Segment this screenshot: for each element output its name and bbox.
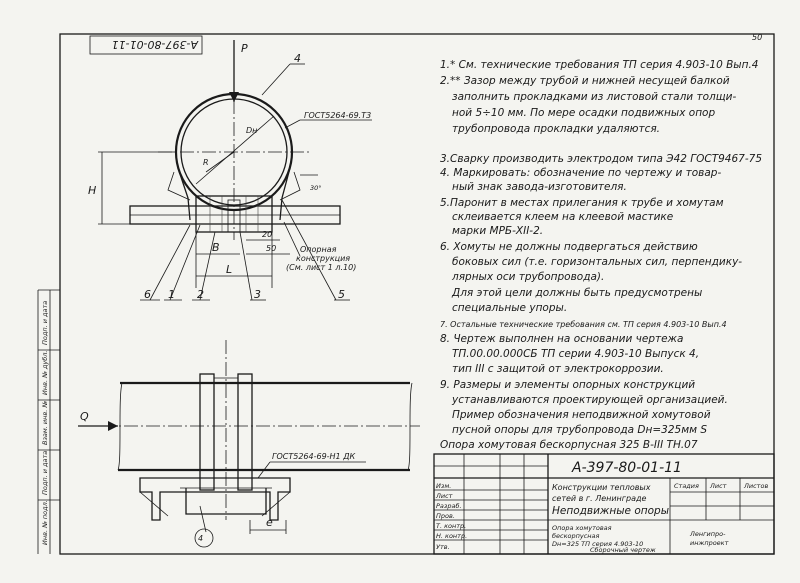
dim-h-label: H bbox=[88, 184, 97, 197]
gost-top-label: ГОСТ5264-69.Т3 bbox=[304, 111, 372, 120]
dim-b-label: B bbox=[212, 241, 220, 254]
radius-label: R bbox=[203, 158, 209, 167]
force-q-label: Q bbox=[80, 410, 89, 423]
drawing-designation: А-397-80-01-11 bbox=[572, 460, 682, 476]
support-leader bbox=[284, 222, 300, 256]
tb-title: сетей в г. Ленинграде bbox=[552, 494, 647, 503]
support-label-3: (См. лист 1 л.10) bbox=[286, 263, 357, 272]
tb-row-label: Утв. bbox=[436, 543, 450, 551]
dim-20-label: 20 bbox=[262, 230, 273, 239]
note-line: трубопровода прокладки удаляются. bbox=[452, 123, 661, 135]
part-4-label: 4 bbox=[294, 52, 301, 65]
note-line: 3.Сварку производить электродом типа Э42 ГОСТ9467-75 bbox=[440, 153, 762, 165]
tb-org: инжпроект bbox=[690, 539, 729, 547]
part-3-label: 3 bbox=[254, 288, 261, 301]
gost-leader bbox=[285, 120, 300, 128]
pipe-break-right bbox=[408, 383, 412, 470]
margin-label: Инв. № подл. bbox=[41, 500, 49, 545]
margin-label: Подп. и дата bbox=[41, 300, 49, 345]
page-number: 50 bbox=[752, 33, 763, 42]
note-line: ный знак завода-изготовителя. bbox=[452, 181, 627, 193]
tb-title: Неподвижные опоры bbox=[552, 505, 669, 517]
note-line: устанавливаются проектирующей организацией. bbox=[452, 394, 728, 406]
leader-4 bbox=[262, 64, 290, 95]
tb-sheet-title: Сборочный чертеж bbox=[590, 546, 656, 554]
tb-col-sheets: Листов bbox=[744, 482, 769, 490]
beam-gussets bbox=[140, 492, 290, 516]
note-line: 8. Чертеж выполнен на основании чертежа bbox=[440, 333, 684, 345]
margin-label: Подп. и дата bbox=[41, 450, 49, 495]
tb-row-label: Н. контр. bbox=[436, 532, 468, 540]
diameter-label: Dн bbox=[246, 126, 258, 135]
note-line: 7. Остальные технические требования см. ТП серия 4.903-10 Вып.4 bbox=[440, 320, 727, 329]
note-line: специальные упоры. bbox=[452, 302, 568, 314]
force-p-label: P bbox=[241, 42, 248, 55]
dim-e-label: e bbox=[266, 516, 273, 529]
tb-sheet-title: Dн=325 ТП серия 4.903-10 bbox=[552, 540, 644, 548]
margin-label: Взам. инв. № bbox=[41, 400, 49, 445]
note-line: заполнить прокладками из листовой стали толщи- bbox=[452, 91, 737, 103]
clamp-left bbox=[200, 374, 214, 490]
note-line: лярных оси трубопровода). bbox=[452, 271, 605, 283]
tb-row-label: Изм. bbox=[436, 482, 452, 490]
clamp-right bbox=[238, 374, 252, 490]
angle-label: 30° bbox=[310, 184, 322, 192]
margin-label: Инв. № дубл. bbox=[41, 350, 49, 395]
part-6-label: 6 bbox=[144, 288, 151, 301]
tb-org: Ленгипро- bbox=[690, 530, 726, 538]
force-q-arrowhead bbox=[108, 421, 118, 431]
tb-sheet-title: бескорпусная bbox=[552, 532, 600, 540]
tb-row-label: Лист bbox=[436, 492, 453, 500]
tb-sheet-title: Опора хомутовая bbox=[552, 524, 612, 532]
note-line: 2.** Зазор между трубой и нижней несущей балкой bbox=[440, 75, 730, 87]
part-1-label: 1 bbox=[168, 288, 175, 301]
dim-l-label: L bbox=[226, 263, 233, 276]
note-line: Пример обозначения неподвижной хомутовой bbox=[452, 409, 711, 421]
tb-row-label: Т. контр. bbox=[436, 522, 467, 530]
title-block bbox=[434, 454, 774, 554]
note-line: 5.Паронит в местах прилегания к трубе и хомутам bbox=[440, 197, 724, 209]
technical-notes bbox=[440, 59, 762, 451]
gost-bottom-label: ГОСТ5264-69-Н1 ДК bbox=[272, 452, 356, 461]
note-line: боковых сил (т.е. горизонтальных сил, перпендику- bbox=[452, 256, 743, 268]
support-label-2: конструкция bbox=[296, 254, 351, 263]
part-5-label: 5 bbox=[338, 288, 345, 301]
tb-col-sheet: Лист bbox=[710, 482, 727, 490]
weld-size-label: 4 bbox=[198, 534, 204, 543]
note-line: марки МРБ-XII-2. bbox=[452, 225, 544, 237]
note-line: тип III с защитой от электрокоррозии. bbox=[452, 363, 664, 375]
dim-50-label: 50 bbox=[266, 244, 277, 253]
note-line: 9. Размеры и элементы опорных конструкций bbox=[440, 379, 696, 391]
note-line: Опора хомутовая бескорпусная 325 В-III ТН.07 bbox=[440, 439, 698, 451]
tb-col-stage: Стадия bbox=[674, 482, 699, 490]
note-line: ной 5÷10 мм. По мере осадки подвижных опор bbox=[452, 107, 716, 119]
pipe-break-left bbox=[118, 383, 122, 470]
note-line: 1.* См. технические требования ТП серия 4.903-10 Вып.4 bbox=[440, 59, 759, 71]
support-label-1: Опорная bbox=[300, 245, 337, 254]
diameter-line bbox=[196, 116, 274, 184]
note-line: ТП.00.00.000СБ ТП серии 4.903-10 Выпуск 4, bbox=[452, 348, 700, 360]
note-line: 4. Маркировать: обозначение по чертежу и товар- bbox=[440, 167, 722, 179]
note-line: Для этой цели должны быть предусмотрены bbox=[452, 287, 703, 299]
top-stamp: A-397-80-01-11 bbox=[111, 38, 198, 51]
radius-line bbox=[206, 152, 234, 172]
weld-leader bbox=[200, 506, 206, 532]
note-line: 6. Хомуты не должны подвергаться действию bbox=[440, 241, 698, 253]
part-2-label: 2 bbox=[197, 288, 204, 301]
clamp-leg-left bbox=[178, 168, 190, 220]
tb-title: Конструкции тепловых bbox=[552, 483, 651, 492]
tb-row-label: Разраб. bbox=[436, 502, 462, 510]
leader-3 bbox=[240, 232, 252, 300]
note-line: склеивается клеем на клеевой мастике bbox=[452, 211, 674, 223]
tb-row-label: Пров. bbox=[436, 512, 455, 520]
note-line: пусной опоры для трубопровода Dн=325мм S bbox=[452, 424, 708, 436]
